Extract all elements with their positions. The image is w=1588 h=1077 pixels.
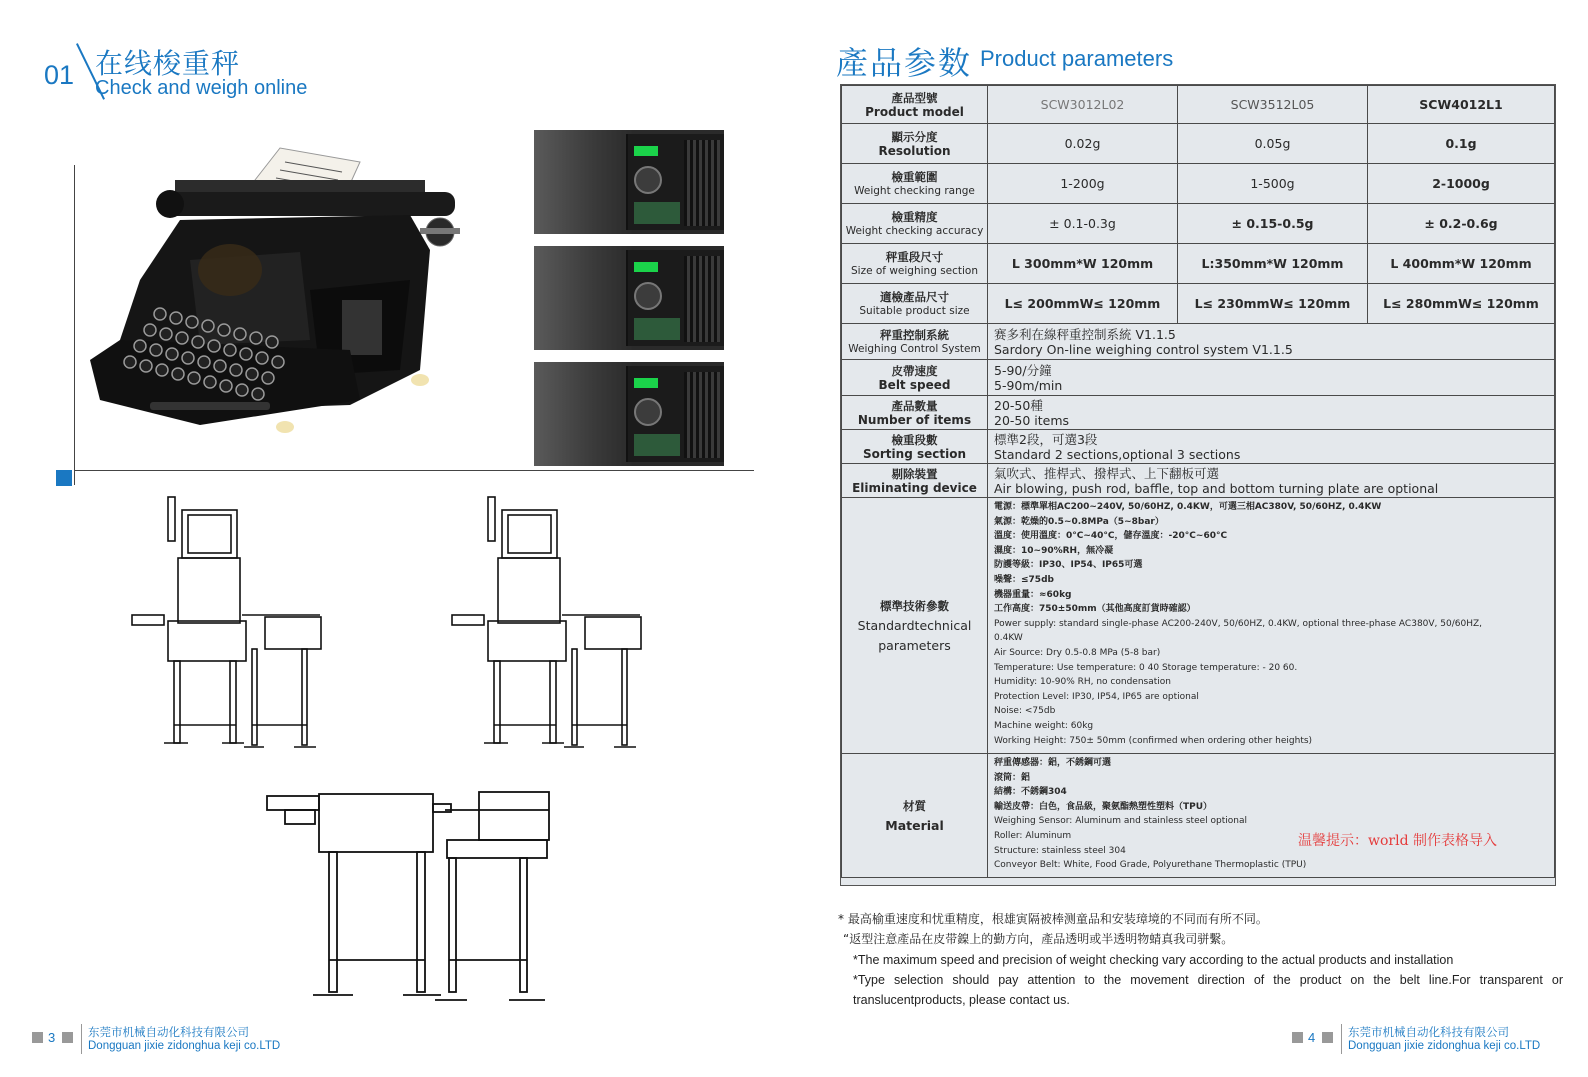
label-en: Weight checking accuracy [845,224,984,237]
checkweigher-drawing-3 [265,790,565,1020]
spec-line: Noise: <75db [994,706,1056,717]
label-cn: 顯示分度 [891,129,938,144]
spec-line: Humidity: 10-90% RH, no condensation [994,677,1171,688]
label-cn: 檢重範圍 [891,169,938,184]
note-en-3: translucentproducts, please contact us. [853,993,1070,1007]
accuracy-3: ± 0.2-0.6g [1368,204,1555,244]
label-cn: 皮帶速度 [891,363,938,378]
label-cn: 標準技術參數 [880,598,949,613]
product-size-2: L≤ 230mmW≤ 120mm [1178,284,1368,324]
table-row-material [842,754,1555,878]
spec-line: Machine weight: 60kg [994,720,1094,731]
size-2: L:350mm*W 120mm [1178,244,1368,284]
table-row-resolution [842,124,1555,164]
frame-vertical-line [74,165,75,485]
value-en: Sardory On-line weighing control system V1.1.5 [994,341,1293,357]
accuracy-1: ± 0.1-0.3g [988,204,1178,244]
value-cn: 20-50種 [994,397,1043,413]
corner-square-marker [56,470,72,486]
table-row-model [842,86,1555,124]
spec-table [840,84,1556,886]
spec-line: Protection Level: IP30, IP54, IP65 are optional [994,691,1199,702]
range-2: 1-500g [1178,164,1368,204]
spec-line: Working Height: 750± 50mm (confirmed when ordering other heights) [994,735,1313,746]
material-line: Weighing Sensor: Aluminum and stainless steel optional [994,816,1247,827]
resolution-2: 0.05g [1178,124,1368,164]
material-line: Structure: stainless steel 304 [994,845,1126,856]
note-en-1: *The maximum speed and precision of weight checking vary according to the actual products and installation [853,953,1454,967]
section-number: 01 [44,60,75,90]
typewriter-image [80,140,480,440]
footer-separator-left [81,1024,82,1054]
controller-thumbnail-3 [534,362,724,466]
product-size-3: L≤ 280mmW≤ 120mm [1368,284,1555,324]
range-1: 1-200g [988,164,1178,204]
footer-square-left-a [32,1032,43,1043]
spec-line: Air Source: Dry 0.5-0.8 MPa (5-8 bar) [994,647,1161,658]
page-number-left: 3 [48,1030,56,1045]
label-en: Weighing Control System [848,342,981,355]
material-line: 結構：不銹鋼304 [994,787,1067,798]
standard-value [988,498,1555,754]
material-line: Conveyor Belt: White, Food Grade, Polyurethane Thermoplastic (TPU) [994,860,1307,871]
spec-line: Power supply: standard single-phase AC200-240V, 50/60HZ, 0.4KW, optional three-phase AC380V, 50/60HZ, [994,618,1482,629]
note-cn-2: “返型注意產品在皮带鎳上的勤方向，產品透明或半透明物蜻真我司骈繫。 [843,932,1234,946]
material-line: 滾筒：鋁 [994,772,1031,783]
spec-line: 氣源：乾燥的0.5~0.8MPa（5~8bar） [994,516,1164,527]
label-en: Eliminating device [852,480,977,495]
material-line: 秤重傳感器：鋁，不銹鋼可選 [994,758,1112,768]
label-en: Suitable product size [859,304,970,317]
label-cn: 適檢產品尺寸 [880,289,949,304]
label-cn: 秤重段尺寸 [885,249,944,264]
footer-square-left-b [62,1032,73,1043]
footer-square-right-a [1292,1032,1303,1043]
spec-line: 噪聲：≤75db [994,574,1054,585]
parameters-title-cn: 產品参数 [836,44,973,82]
label-en-2: parameters [878,637,951,653]
label-en: Belt speed [878,377,951,392]
spec-line: 0.4KW [994,633,1023,644]
model-1: SCW3012L02 [988,86,1178,124]
note-en-2: *Type selection should pay attention to the movement direction of the product on the belt line.For transparent or [853,973,1563,987]
material-line: Roller: Aluminum [994,830,1072,841]
footer-separator-right [1341,1024,1342,1054]
label-cn: 材質 [903,798,926,813]
size-1: L 300mm*W 120mm [988,244,1178,284]
label-en: Number of items [857,412,972,427]
belt-value [988,360,1555,396]
value-cn: 氣吹式、推桿式、撥桿式、上下翻板可選 [994,465,1220,481]
size-3: L 400mm*W 120mm [1368,244,1555,284]
table-row-standard [842,498,1555,754]
table-row-eliminating [842,464,1555,498]
label-cn: 檢重精度 [891,209,938,224]
product-size-1: L≤ 200mmW≤ 120mm [988,284,1178,324]
table-row-product-size [842,284,1555,324]
label-en: Sorting section [863,446,966,461]
spec-line: 電源：標準單相AC200~240V, 50/60HZ, 0.4KW，可選三相AC380V, 50/60HZ, 0.4KW [994,502,1382,512]
footer-square-right-b [1322,1032,1333,1043]
watermark-note: 温馨提示：world 制作表格导入 [1298,833,1497,849]
label-en: Size of weighing section [850,264,979,277]
spec-line: 機器重量：≈60kg [994,589,1072,600]
model-3: SCW4012L1 [1368,86,1555,124]
label-cn: 檢重段數 [891,432,938,447]
control-value [988,324,1555,360]
frame-horizontal-line [74,470,754,471]
spec-line: Temperature: Use temperature: 0 40 Storage temperature: - 20 60. [994,662,1298,673]
value-cn: 赛多利在線秤重控制系統 V1.1.5 [994,326,1176,342]
label-cn: 剔除裝置 [891,466,938,481]
label-en: Material [885,817,944,833]
table-row-size [842,244,1555,284]
resolution-1: 0.02g [988,124,1178,164]
label-cn: 產品型號 [891,90,938,105]
model-2: SCW3512L05 [1178,86,1368,124]
resolution-3: 0.1g [1368,124,1555,164]
controller-thumbnail-2 [534,246,724,350]
value-en: Air blowing, push rod, baffle, top and bottom turning plate are optional [994,480,1439,496]
company-name-en-right: Dongguan jixie zidonghua keji co.LTD [1348,1040,1541,1052]
section-title-cn: 在线梭重秤 [95,47,241,80]
accuracy-2: ± 0.15-0.5g [1178,204,1368,244]
spec-line: 濕度：10~90%RH，無冷凝 [994,545,1114,556]
range-3: 2-1000g [1368,164,1555,204]
spec-line: 溫度：使用溫度：0°C~40°C，儲存溫度：-20°C~60°C [994,531,1228,542]
label-cn: 秤重控制系統 [880,327,949,342]
page-number-right: 4 [1308,1030,1316,1045]
spec-line: 工作高度：750±50mm（其他高度訂貨時確認） [994,604,1196,615]
material-line: 輸送皮帶：白色，食品級，聚氨酯熱塑性塑料（TPU） [994,801,1213,812]
label-en: Weight checking range [854,184,975,197]
label-cn: 產品數量 [891,398,938,413]
eliminating-value [988,464,1555,498]
company-name-en-left: Dongguan jixie zidonghua keji co.LTD [88,1040,281,1052]
section-title-en: Check and weigh online [95,77,308,99]
controller-thumbnail-1 [534,130,724,234]
spec-line: 防護等級：IP30、IP54、IP65可選 [994,560,1143,571]
value-cn: 5-90/分鐘 [994,362,1052,378]
parameters-title-en: Product parameters [980,46,1174,71]
company-name-cn-left: 东莞市机械自动化科技有限公司 [88,1025,249,1039]
value-en: 20-50 items [994,412,1070,428]
value-en: Standard 2 sections,optional 3 sections [994,446,1241,462]
table-row-accuracy [842,204,1555,244]
label-en-1: Standardtechnical [857,617,972,633]
label-en: Product model [865,104,964,119]
note-cn-1: * 最高榆重速度和忧重精度，根雄寅隔被棒测童品和安装璋境的不同而有所不同。 [838,912,1268,926]
table-row-range [842,164,1555,204]
value-cn: 標準2段，可選3段 [994,431,1098,447]
table-row-control [842,324,1555,360]
table-row-belt [842,360,1555,396]
label-en: Resolution [878,143,951,158]
sorting-value [988,430,1555,464]
material-value [988,754,1555,878]
items-value [988,396,1555,430]
table-row-items [842,396,1555,430]
value-en: 5-90m/min [994,377,1063,393]
company-name-cn-right: 东莞市机械自动化科技有限公司 [1348,1025,1509,1039]
checkweigher-drawing-2 [450,495,650,770]
table-row-sorting [842,430,1555,464]
checkweigher-drawing-1 [130,495,330,770]
